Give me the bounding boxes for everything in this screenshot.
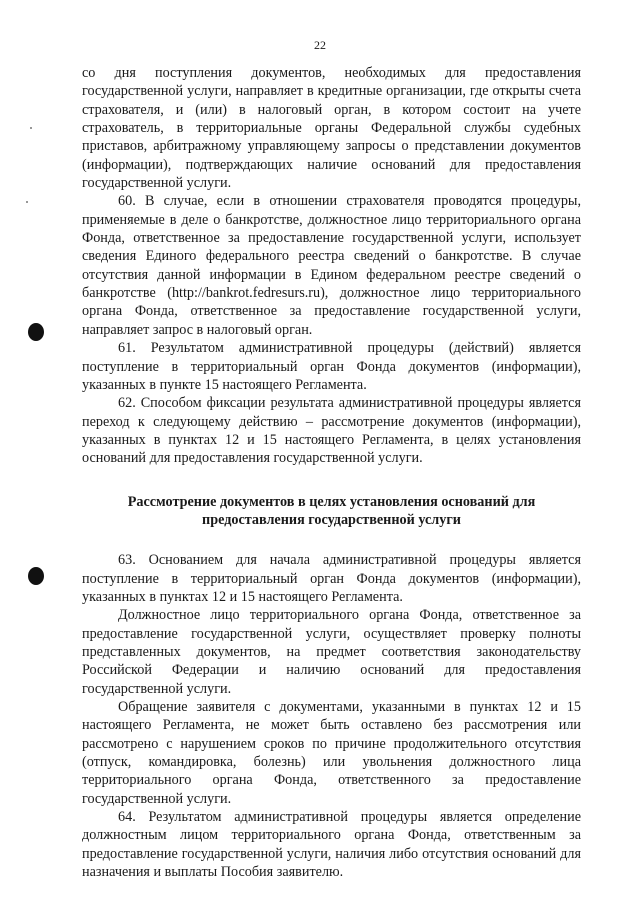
paragraph-63-appeal: Обращение заявителя с документами, указанными в пунктах 12 и 15 настоящего Регламента, не может быть оставлено без рассмотрения или рассмотрено с нарушением сроков по причине продолжительного отсутствия (отпуск, командировка, болезнь) или увольнения должностного лица территориального органа Фонда, ответственного за предоставление государственной услуги.	[82, 699, 581, 807]
paragraph-61: 61. Результатом административной процедуры (действий) является поступление в территориальный орган Фонда документов (информации), указанных в пункте 15 настоящего Регламента.	[82, 340, 581, 393]
section-heading: Рассмотрение документов в целях установления оснований для предоставления государственной услуги	[127, 493, 536, 528]
paragraph-63: 63. Основанием для начала административной процедуры является поступление в территориальный орган Фонда документов (информации), указанных в пунктах 12 и 15 настоящего Регламента.	[82, 552, 581, 605]
punch-hole	[28, 323, 44, 341]
paragraph-continuation: со дня поступления документов, необходимых для предоставления государственной услуги, направляет в кредитные организации, где открыты счета страхователя, и (или) в налоговый орган, в котором состоит на учете страхователь, в территориальные органы Федеральной службы судебных приставов, арбитражному управляющему запросы о представлении документов (информации), подтверждающих наличие оснований для предоставления государственной услуги.	[82, 65, 581, 192]
page-number: 22	[314, 38, 326, 52]
document-body	[82, 64, 581, 881]
paragraph-63-official: Должностное лицо территориального органа Фонда, ответственное за предоставление государственной услуги, осуществляет проверку полноты представленных документов, на предмет соответствия законодательству Российской Федерации и наличию оснований для предоставления государственной услуги.	[82, 607, 581, 697]
paragraph-62: 62. Способом фиксации результата административной процедуры является переход к следующему действию – рассмотрение документов (информации), указанных в пунктах 12 и 15 настоящего Регламента, в целях установления оснований для предоставления государственной услуги.	[82, 395, 581, 467]
paragraph-64: 64. Результатом административной процедуры является определение должностным лицом территориального органа Фонда, ответственным за предоставление государственной услуги, наличия либо отсутствия оснований для назначения и выплаты Пособия заявителю.	[82, 809, 581, 881]
scan-speck	[26, 201, 28, 203]
scan-speck	[30, 127, 32, 129]
paragraph-60: 60. В случае, если в отношении страхователя проводятся процедуры, применяемые в деле о банкротстве, должностное лицо территориального органа Фонда, ответственное за предоставление государственной услуги, использует сведения Единого федерального реестра сведений о банкротстве. В случае отсутствия данной информации в Едином федеральном реестре сведений о банкротстве (http://bankrot.fedresurs.ru), должностное лицо территориального органа Фонда, ответственное за предоставление государственной услуги, направляет запрос в налоговый орган.	[82, 193, 581, 338]
punch-hole	[28, 567, 44, 585]
